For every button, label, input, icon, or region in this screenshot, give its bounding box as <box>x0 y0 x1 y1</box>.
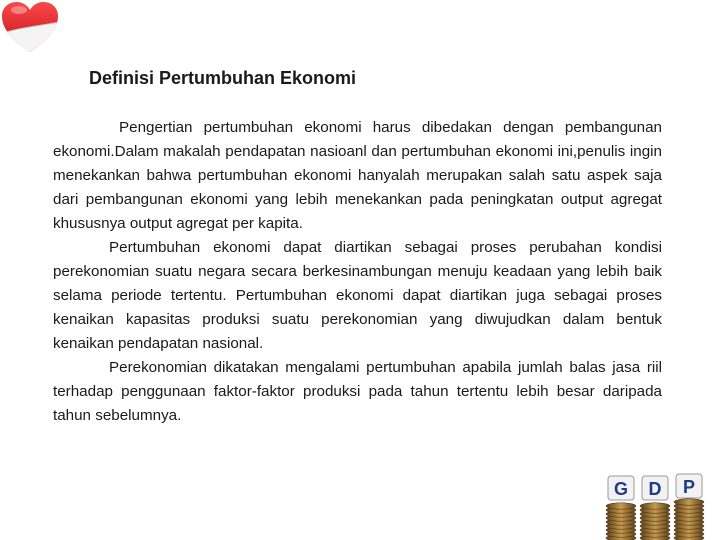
gdp-letter-p: P <box>682 477 696 497</box>
coin <box>674 499 704 505</box>
heart-flag-icon <box>0 0 60 56</box>
gdp-dice <box>608 474 702 500</box>
coin <box>606 503 636 509</box>
body-text <box>53 116 662 428</box>
gdp-letter-d: D <box>648 479 662 499</box>
paragraph-1: Pengertian pertumbuhan ekonomi harus dibedakan dengan pembangunan ekonomi.Dalam makalah pendapatan nasioanl dan pertumbuhan ekonomi ini,penulis ingin menekankan bahwa pertumbuhan ekonomi hanyalah merupakan salah satu aspek saja dari pembangunan ekonomi yang lebih menekankan pada peningkatan output agregat khususnya output agregat per kapita. <box>53 119 662 232</box>
paragraph-2: Pertumbuhan ekonomi dapat diartikan sebagai proses perubahan kondisi perekonomian suatu negara secara berkesinambungan menuju keadaan yang lebih baik selama periode tertentu. Pertumbuhan ekonomi dapat diartikan juga sebagai proses kenaikan kapasitas produksi suatu perekonomian yang diwujudkan dalam bentuk kenaikan pendapatan nasional. <box>53 239 662 352</box>
coin <box>640 503 670 509</box>
gdp-letter-g: G <box>613 479 629 499</box>
paragraph-3: Perekonomian dikatakan mengalami pertumbuhan apabila jumlah balas jasa riil terhadap penggunaan faktor-faktor produksi pada tahun tertentu lebih besar daripada tahun sebelumnya. <box>53 359 662 424</box>
gdp-coins-icon <box>600 470 712 540</box>
slide-title: Definisi Pertumbuhan Ekonomi <box>89 68 357 88</box>
